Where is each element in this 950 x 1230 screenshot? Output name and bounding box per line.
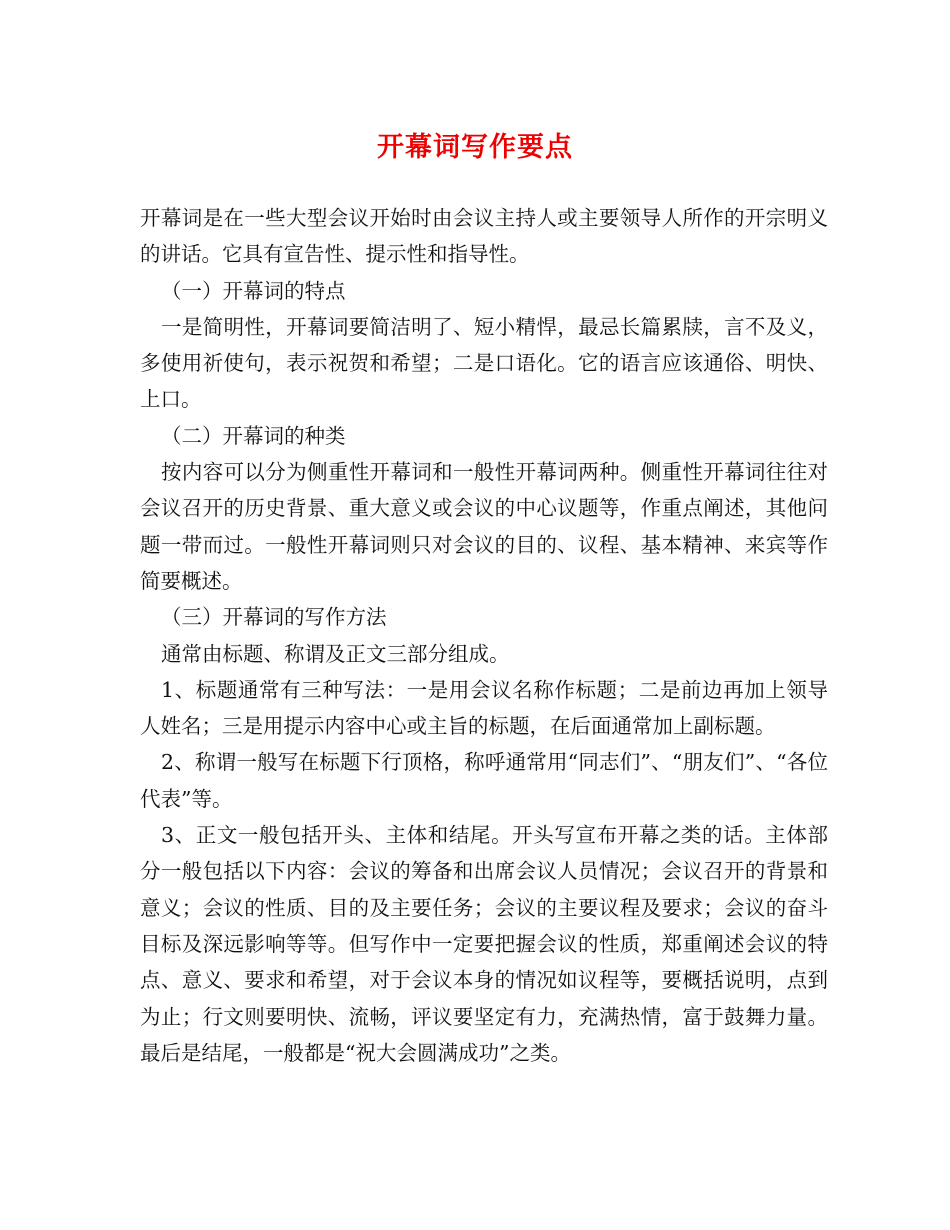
features-paragraph: 一是简明性，开幕词要简洁明了、短小精悍，最忌长篇累牍，言不及义，多使用祈使句，表示祝贺和希望；二是口语化。它的语言应该通俗、明快、上口。: [140, 314, 828, 412]
list-item-title: 1、标题通常有三种写法：一是用会议名称作标题；二是前边再加上领导人姓名；三是用提示内容中心或主旨的标题，在后面通常加上副标题。: [140, 677, 828, 739]
intro-paragraph: 开幕词是在一些大型会议开始时由会议主持人或主要领导人所作的开宗明义的讲话。它具有宣告性、提示性和指导性。: [140, 206, 828, 267]
document-body: [140, 200, 828, 1071]
types-paragraph: 按内容可以分为侧重性开幕词和一般性开幕词两种。侧重性开幕词往往对会议召开的历史背景、重大意义或会议的中心议题等，作重点阐述，其他问题一带而过。一般性开幕词则只对会议的目的、议程、基本精神、来宾等作简要概述。: [140, 460, 828, 593]
section-heading-features: （一）开幕词的特点: [161, 278, 346, 303]
methods-intro-paragraph: 通常由标题、称谓及正文三部分组成。: [161, 641, 510, 666]
section-heading-types: （二）开幕词的种类: [161, 423, 346, 448]
section-heading-methods: （三）开幕词的写作方法: [161, 605, 387, 630]
document-title: 开幕词写作要点: [377, 132, 573, 163]
list-item-body: 3、正文一般包括开头、主体和结尾。开头写宣布开幕之类的话。主体部分一般包括以下内容：会议的筹备和出席会议人员情况；会议召开的背景和意义；会议的性质、目的及主要任务；会议的主要议程及要求；会议的奋斗目标及深远影响等等。但写作中一定要把握会议的性质，郑重阐述会议的特点、意义、要求和希望，对于会议本身的情况如议程等，要概括说明，点到为止；行文则要明快、流畅，评议要坚定有力，充满热情，富于鼓舞力量。最后是结尾，一般都是“祝大会圆满成功”之类。: [140, 823, 828, 1065]
list-item-salutation: 2、称谓一般写在标题下行顶格，称呼通常用“同志们”、“朋友们”、“各位代表”等。: [140, 750, 828, 811]
